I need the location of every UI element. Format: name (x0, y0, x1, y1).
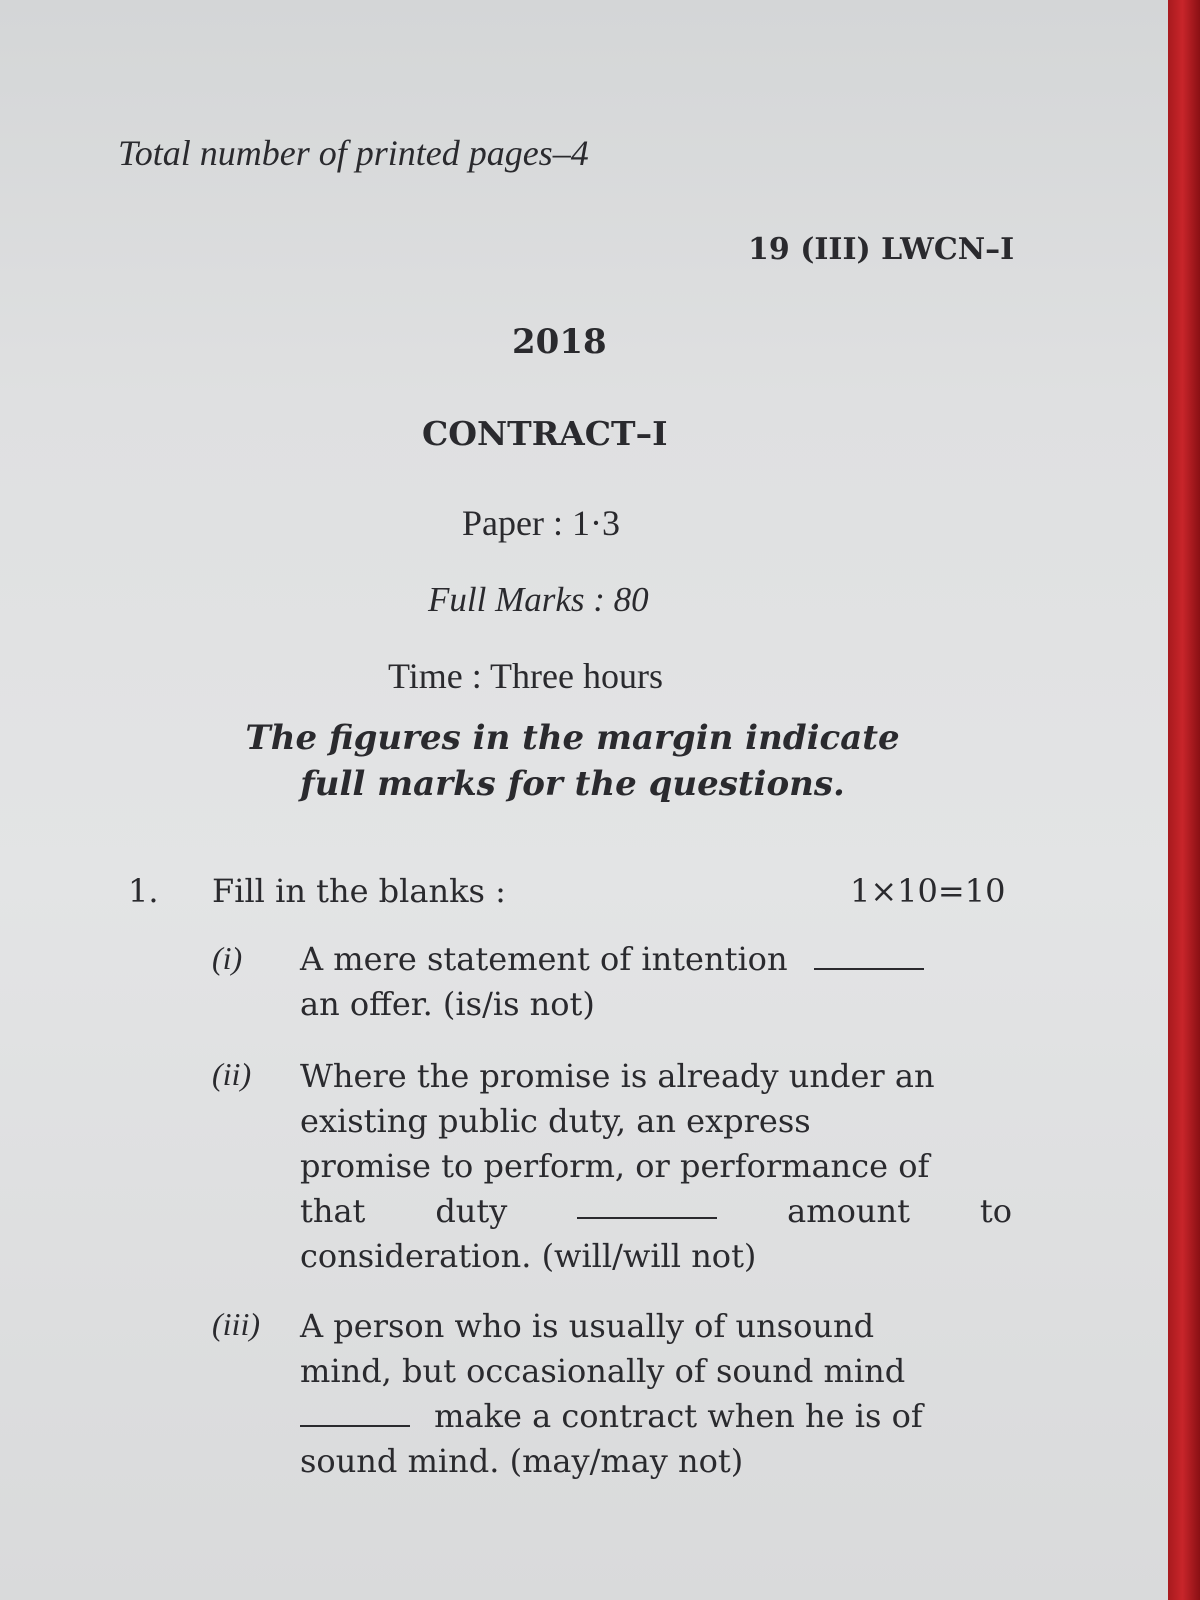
item-iii-line-3 (300, 1394, 1012, 1439)
exam-year: 2018 (512, 322, 607, 362)
answer-blank (577, 1189, 717, 1219)
item-ii-line-2: existing public duty, an express (300, 1102, 811, 1140)
question-marks: 1×10=10 (850, 872, 1006, 910)
item-ii-word: amount (787, 1192, 910, 1230)
question-item-ii (300, 1054, 1012, 1279)
item-iii-line-1: A person who is usually of unsound (300, 1307, 875, 1345)
total-pages-note: Total number of printed pages–4 (118, 133, 589, 173)
question-title: Fill in the blanks : (212, 872, 506, 910)
item-i-line-1 (300, 937, 1012, 982)
item-ii-line-1: Where the promise is already under an (300, 1057, 935, 1095)
paper-number: Paper : 1·3 (462, 503, 620, 543)
question-number: 1. (128, 872, 159, 910)
item-numeral-iii: (iii) (212, 1306, 260, 1342)
subject-title: CONTRACT–I (422, 414, 668, 453)
marks-instruction (205, 715, 940, 807)
item-ii-line-5: consideration. (will/will not) (300, 1237, 757, 1275)
item-ii-word: duty (435, 1192, 508, 1230)
paper-code: 19 (III) LWCN–I (748, 232, 1015, 267)
item-ii-word: to (979, 1192, 1012, 1230)
item-ii-line-3: promise to perform, or performance of (300, 1147, 930, 1185)
item-iii-line-2: mind, but occasionally of sound mind (300, 1352, 906, 1390)
question-item-iii (300, 1304, 1012, 1484)
item-numeral-i: (i) (212, 940, 243, 976)
red-background-edge (1168, 0, 1200, 1600)
exam-time: Time : Three hours (388, 656, 663, 696)
item-ii-line-4 (300, 1189, 1012, 1234)
instruction-line-1: The figures in the margin indicate (245, 718, 900, 758)
instruction-line-2: full marks for the questions. (300, 764, 845, 804)
item-iii-text: make a contract when he is of (434, 1397, 923, 1435)
item-i-line-2: an offer. (is/is not) (300, 985, 595, 1023)
item-i-text: A mere statement of intention (300, 940, 788, 978)
item-numeral-ii: (ii) (212, 1056, 252, 1092)
item-ii-word: that (300, 1192, 366, 1230)
question-item-i (300, 937, 1012, 1027)
item-iii-line-4: sound mind. (may/may not) (300, 1442, 744, 1480)
full-marks: Full Marks : 80 (428, 580, 649, 619)
answer-blank (814, 940, 924, 970)
answer-blank (300, 1397, 410, 1427)
